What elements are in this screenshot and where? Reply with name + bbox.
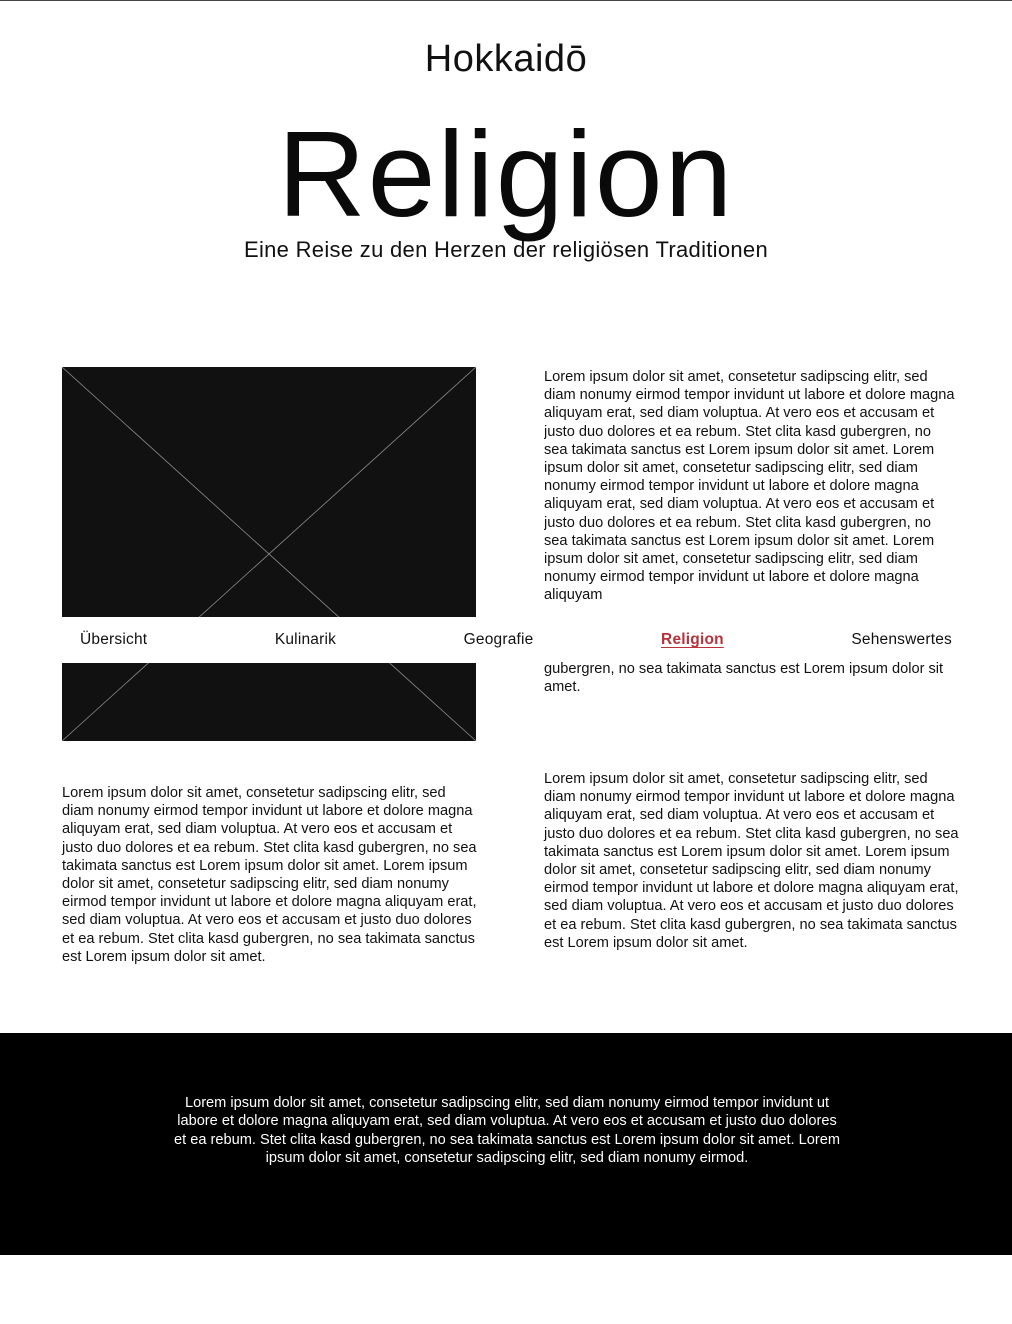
paragraph-bottom-right: Lorem ipsum dolor sit amet, consetetur sadipscing elitr, sed diam nonumy eirmod tempor invidunt ut labore et dolore magna aliquyam erat, sed diam voluptua. At vero eos et accusam et justo duo dolores et ea rebum. Stet clita kasd gubergren, no sea takimata sanctus est Lorem ipsum dolor sit amet. Lorem ipsum dolor sit amet, consetetur sadipscing elitr, sed diam nonumy eirmod tempor invidunt ut labore et dolore magna aliquyam erat, sed diam voluptua. At vero eos et accusam et justo duo dolores et ea rebum. Stet clita kasd gubergren, no sea takimata sanctus est Lorem ipsum dolor sit amet. <box>544 771 959 951</box>
nav-item-religion[interactable]: Religion <box>661 631 724 648</box>
page-subtitle: Eine Reise zu den Herzen der religiösen Traditionen <box>243 237 769 262</box>
page-title: Religion <box>277 106 735 242</box>
paragraph-top-right-tail: gubergren, no sea takimata sanctus est Lorem ipsum dolor sit amet. <box>544 661 944 696</box>
footer-text: Lorem ipsum dolor sit amet, consetetur sadipscing elitr, sed diam nonumy eirmod tempor invidunt ut labore et dolore magna aliquyam erat, sed diam voluptua. At vero eos et accusam et justo duo dolores et ea rebum. Stet clita kasd gubergren, no sea takimata sanctus est Lorem ipsum dolor sit amet. Lorem ipsum dolor sit amet, consetetur sadipscing elitr, sed diam nonumy eirmod. <box>174 1095 840 1167</box>
site-name: Hokkaidō <box>424 38 588 80</box>
nav-item-uebersicht[interactable]: Übersicht <box>80 631 148 648</box>
nav-item-kulinarik[interactable]: Kulinarik <box>274 631 337 648</box>
image-placeholder <box>62 367 476 741</box>
page-footer <box>0 1033 1012 1255</box>
main-nav <box>0 617 1012 663</box>
paragraph-bottom-left: Lorem ipsum dolor sit amet, consetetur sadipscing elitr, sed diam nonumy eirmod tempor invidunt ut labore et dolore magna aliquyam erat, sed diam voluptua. At vero eos et accusam et justo duo dolores et ea rebum. Stet clita kasd gubergren, no sea takimata sanctus est Lorem ipsum dolor sit amet. Lorem ipsum dolor sit amet, consetetur sadipscing elitr, sed diam nonumy eirmod tempor invidunt ut labore et dolore magna aliquyam erat, sed diam voluptua. At vero eos et accusam et justo duo dolores et ea rebum. Stet clita kasd gubergren, no sea takimata sanctus est Lorem ipsum dolor sit amet. <box>62 785 477 965</box>
top-divider <box>0 0 1012 1</box>
image-placeholder-icon <box>62 367 476 741</box>
nav-item-sehenswertes[interactable]: Sehenswertes <box>851 631 952 648</box>
paragraph-top-right: Lorem ipsum dolor sit amet, consetetur sadipscing elitr, sed diam nonumy eirmod tempor invidunt ut labore et dolore magna aliquyam erat, sed diam voluptua. At vero eos et accusam et justo duo dolores et ea rebum. Stet clita kasd gubergren, no sea takimata sanctus est Lorem ipsum dolor sit amet. Lorem ipsum dolor sit amet, consetetur sadipscing elitr, sed diam nonumy eirmod tempor invidunt ut labore et dolore magna aliquyam erat, sed diam voluptua. At vero eos et accusam et justo duo dolores et ea rebum. Stet clita kasd gubergren, no sea takimata sanctus est Lorem ipsum dolor sit amet. Lorem ipsum dolor sit amet, consetetur sadipscing elitr, sed diam nonumy eirmod tempor invidunt ut labore et dolore magna aliquyam <box>544 369 955 604</box>
nav-item-geografie[interactable]: Geografie <box>463 631 534 648</box>
